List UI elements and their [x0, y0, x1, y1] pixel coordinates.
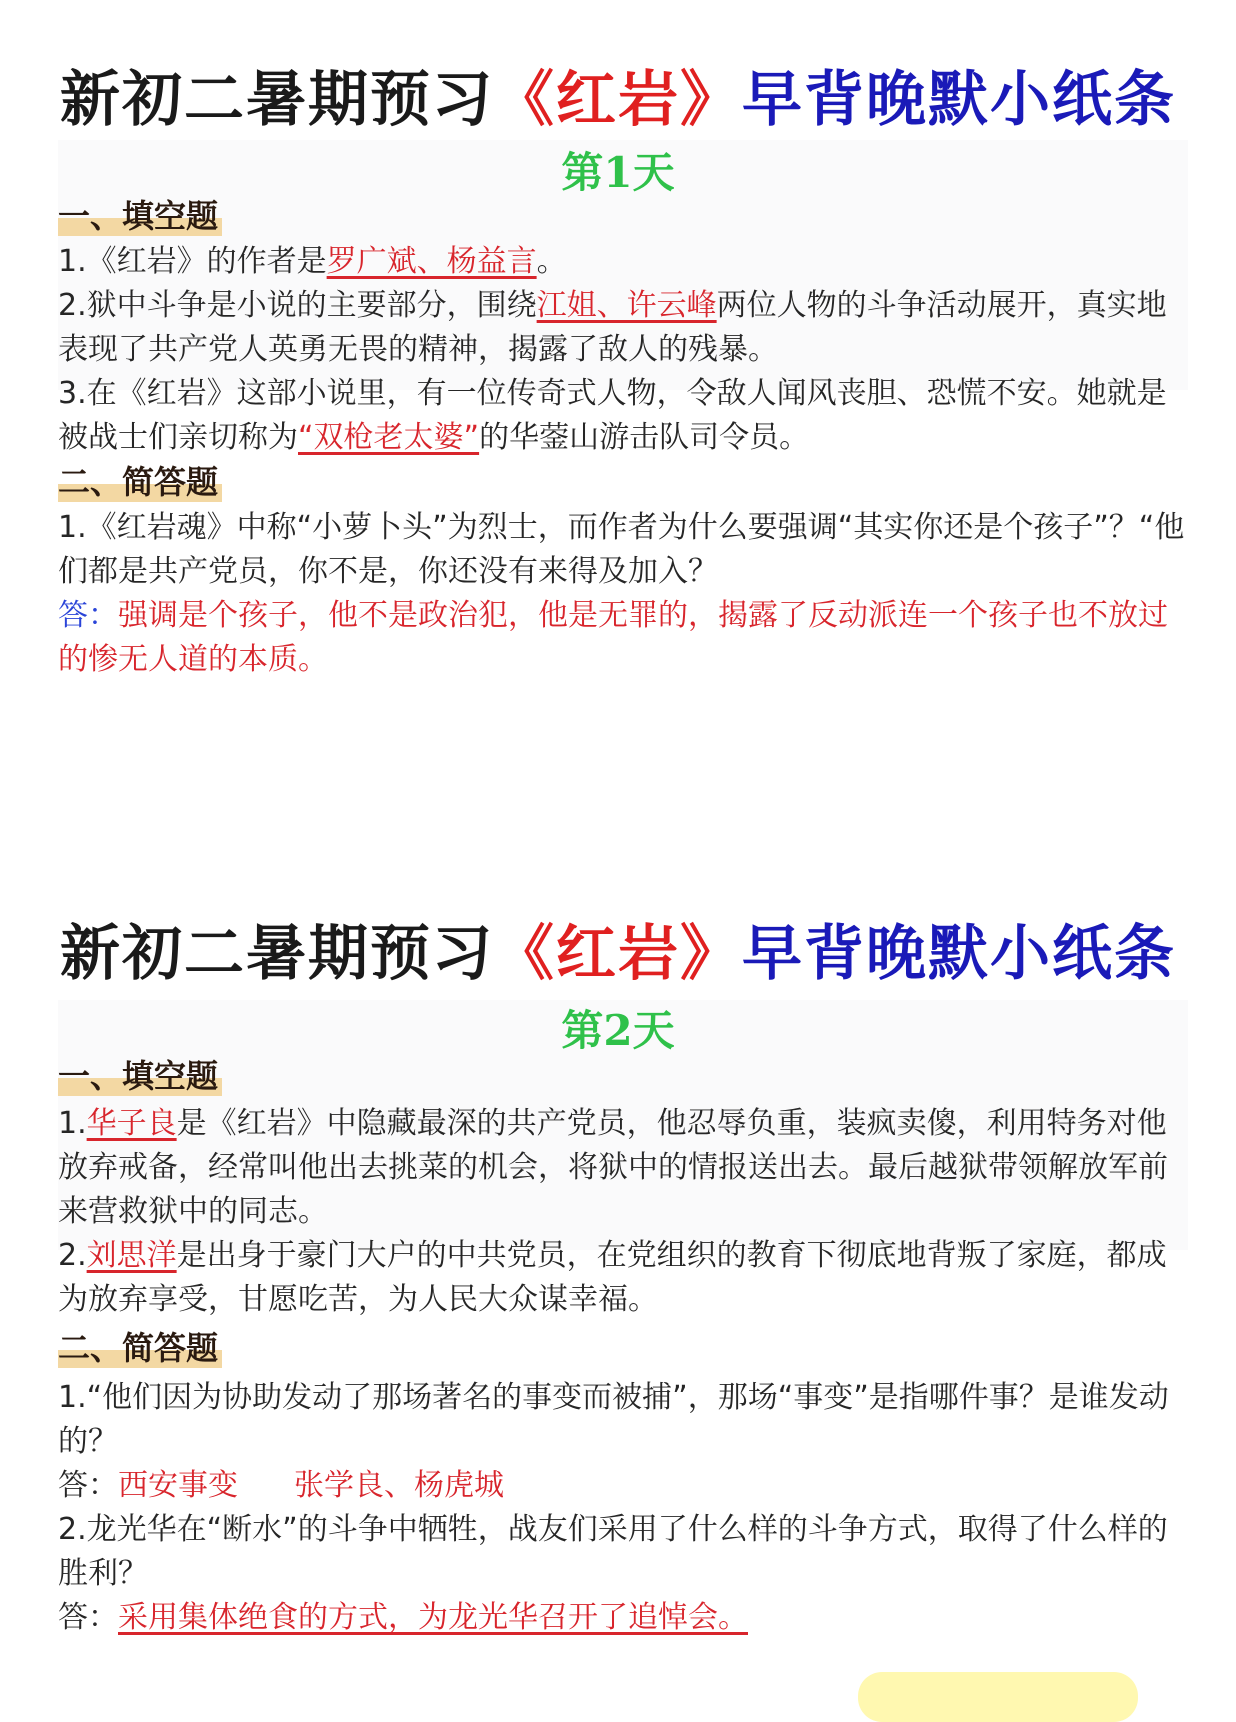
card-title: [0, 52, 1236, 138]
fill-question-1: [58, 1102, 1188, 1234]
title-part-1: 新初二暑期预习: [60, 65, 494, 135]
fill-question-3: [58, 372, 1188, 460]
title-book-name: 《红岩》: [494, 919, 742, 989]
section-heading-fill: 一、填空题: [58, 196, 222, 236]
q-text: 2.狱中斗争是小说的主要部分，围绕: [58, 288, 537, 323]
q-text: 是出身于豪门大户的中共党员，在党组织的教育下彻底地背叛了家庭，都成为放弃享受，甘愿吃苦，为人民大众谋幸福。: [58, 1238, 1167, 1317]
q-text: 的华蓥山游击队司令员。: [479, 420, 810, 455]
short-answer-1: [58, 594, 1188, 682]
short-question-1: 1.《红岩魂》中称“小萝卜头”为烈士，而作者为什么要强调“其实你还是个孩子”？“他们都是共产党员，你不是，你还没有来得及加入？: [58, 510, 1185, 589]
answer-text: 强调是个孩子，他不是政治犯，他是无罪的，揭露了反动派连一个孩子也不放过的惨无人道的本质。: [58, 598, 1168, 677]
answer-blank: 罗广斌、杨益言: [326, 244, 537, 279]
answer-text: 采用集体绝食的方式，为龙光华召开了追悼会。: [118, 1600, 748, 1635]
answer-label: 答：: [58, 598, 118, 633]
answer-text: 张学良、杨虎城: [294, 1468, 504, 1503]
fill-question-2: [58, 284, 1188, 372]
q-text: 是《红岩》中隐藏最深的共产党员，他忍辱负重，装疯卖傻，利用特务对他放弃戒备，经常叫他出去挑菜的机会，将狱中的情报送出去。最后越狱带领解放军前来营救狱中的同志。: [58, 1106, 1168, 1229]
q-text: 。: [536, 244, 567, 279]
q-text: 1.: [58, 1106, 87, 1141]
title-part-3: 早背晚默小纸条: [742, 919, 1176, 989]
section-heading-fill: 一、填空题: [58, 1056, 222, 1096]
q-text: 3.在《红岩》这部小说里，有一位传奇式人物，令敌人闻风丧胆、恐慌不安。她就是被战士们亲切称为: [58, 376, 1167, 455]
q-text: 1.《红岩》的作者是: [58, 244, 327, 279]
card-title: [0, 906, 1236, 992]
short-answer-2: [58, 1596, 1188, 1640]
title-book-name: 《红岩》: [494, 65, 742, 135]
title-part-3: 早背晚默小纸条: [742, 65, 1176, 135]
answer-text: 西安事变: [118, 1468, 238, 1503]
short-answer-1: [58, 1464, 1188, 1508]
card-day-2: [0, 860, 1236, 1708]
fill-question-2: [58, 1234, 1188, 1322]
title-part-1: 新初二暑期预习: [60, 919, 494, 989]
day-label: 第2天: [561, 1006, 675, 1055]
q-text: 两位人物的斗争活动展开，真实地表现了共产党人英勇无畏的精神，揭露了敌人的残暴。: [58, 288, 1167, 367]
section-heading-short: 二、简答题: [58, 462, 222, 502]
yellow-label-tab: [858, 1672, 1138, 1722]
short-question-1: 1.“他们因为协助发动了那场著名的事变而被捕”，那场“事变”是指哪件事？是谁发动的？: [58, 1380, 1169, 1459]
short-question-2: 2.龙光华在“断水”的斗争中牺牲，战友们采用了什么样的斗争方式，取得了什么样的胜利？: [58, 1512, 1168, 1591]
fill-question-1: [58, 240, 1188, 284]
day-label: 第1天: [561, 148, 675, 197]
section-heading-short: 二、简答题: [58, 1328, 222, 1368]
answer-label: 答：: [58, 1600, 118, 1635]
answer-blank: 华子良: [86, 1106, 177, 1141]
card-day-1: [0, 0, 1236, 860]
answer-label: 答：: [58, 1468, 118, 1503]
answer-blank: 刘思洋: [86, 1238, 177, 1273]
answer-blank: 江姐、许云峰: [536, 288, 717, 323]
answer-blank: “双枪老太婆”: [298, 420, 480, 455]
q-text: 2.: [58, 1238, 87, 1273]
